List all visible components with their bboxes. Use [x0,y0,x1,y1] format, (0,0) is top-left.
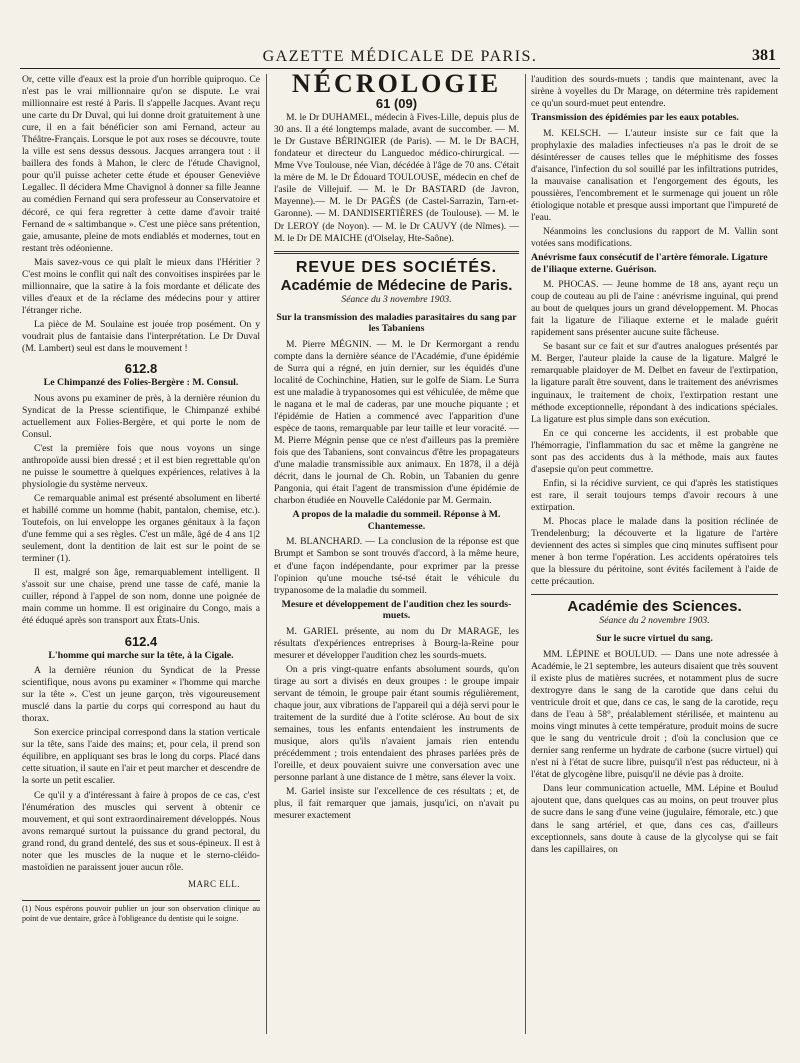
session-date: Séance du 2 novembre 1903. [599,615,710,627]
paragraph: Se basant sur ce fait et sur d'autres analogues présentés par M. Berger, l'auteur plaide la cause de la ligature. Malgré le remarquable plaidoyer de M. Delbet en faveur de l'extirpation, la ligature paraît être souvent, dans le traitement des anévrismes inguinaux, le traitement de choix, l'extirpation restant une méthode exceptionnelle, répondant à des indications spéciales. La ligature est plus simple dans son exécution. [531,341,778,425]
journal-title: GAZETTE MÉDICALE DE PARIS. [262,48,538,65]
divider [274,251,519,254]
article-heading: Le Chimpanzé des Folies-Bergère : M. Consul. [43,377,239,389]
paragraph: Néanmoins les conclusions du rapport de M. Vallin sont votées sans modifications. [531,226,778,250]
paragraph: l'audition des sourds-muets ; tandis que maintenant, avec la sirène à voyelles du Dr Marage, on détermine très rapidement ce qu'un sourd-muet peut entendre. [531,74,778,110]
paragraph: La pièce de M. Soulaine est jouée trop posément. On y voudrait plus de fantaisie dans l'interprétation. Le Dr Duval (M. Lambert) seul est dans le mouvement ! [22,318,260,355]
section-title-revue: REVUE DES SOCIÉTÉS. [295,258,498,276]
paragraph: M. Phocas place le malade dans la position réclinée de Trendelenburg; la découverte et la ligature de l'artère deviennent des actes si simples que cinq minutes suffisent pour mener à bon terme l'opération. Les accidents opératoires tels que la blessure du péritoine, sont évités facilement à l'aide de cette précaution. [531,516,778,588]
article-heading: Anévrisme faux consécutif de l'artère fémorale. Ligature de l'iliaque externe. Guérison. [531,252,768,275]
academy-title: Académie de Médecine de Paris. [280,276,513,294]
page-number: 381 [752,47,776,64]
paragraph: MM. LÉPINE et BOULUD. — Dans une note adressée à Académie, le 21 septembre, les auteurs disaient que très souvent il existe plus de matières sucrées, et notamment plus de sucre dextrogyre dans le sang de la carotide que dans celui du ventricule droit et que, dans ce cas, le sang de la carotide, reçu dans de l'eau à 58°, préalablement stérilisée, et maintenu au moins vingt minutes à cette température, produit moins de sucre que le sang du ventricule droit ; d'où la conclusion que ce dernier sang renferme un hydrate de carbone (sucre virtuel) qui n'est ni à l'état de sucre libre, puisqu'il n'est pas réducteur, ni à l'état de glycogène libre, puisqu'il ne dévie pas à droite. [531,648,778,781]
paragraph: Ce qu'il y a d'intéressant à faire à propos de ce cas, c'est l'énumération des muscles qui servent à obtenir ce mouvement, et qui sont extraordinairement développés. Nous avons remarqué surtout la puissance du grand pectoral, du grand rond, du grand dentelé, des sus et sous-épineux. Il est à noter que les muscles de la nuque et le sterno-cléido-mastoïdien ne paraissent jouer aucun rôle. [22,789,260,873]
divider [531,594,778,595]
academy-title: Académie des Sciences. [567,598,742,616]
paragraph: M. GARIEL présente, au nom du Dr MARAGE, les résultats d'expériences entreprises à Bourg-la-Reine pour mesurer et développer l'audition chez les sourds-muets. [274,625,519,661]
column-1 [22,74,260,923]
article-heading: Sur le sucre virtuel du sang. [596,633,713,645]
paragraph: On a pris vingt-quatre enfants absolument sourds, qu'on tirage au sort a divisés en deux groupes : le groupe impair servant de témoin, le groupe pair étant soumis régulièrement, chaque jour, aux vibrations de l'appareil qui a déjà servi pour le traitement de la surdité due à l'otite sclérose. Au bout de six semaines, tous les enfants entendaient les instruments de musique, alors qu'ils n'avaient jamais rien entendu précédemment ; trois entendaient des phrases parlées près de l'oreille, et deux pouvaient suivre une conversation avec une personne parlant à une distance de 1 mètre, sans élever la voix. [274,663,519,784]
paragraph: Nous avons pu examiner de près, à la dernière réunion du Syndicat de la Presse scientifique, le Chimpanzé exhibé actuellement aux Folies-Bergère, et qui porte le nom de Consul. [22,392,260,440]
column-divider [266,74,267,1034]
paragraph: Il est, malgré son âge, remarquablement intelligent. Il s'assoit sur une chaise, prend une tasse de café, manie la cuiller, répond à l'appel de son nom, donne une poignée de main comme un homme. Il est originaire du Congo, mais a été éduqué après son transport aux États-Unis. [22,567,260,627]
paragraph: M. le Dr DUHAMEL, médecin à Fives-Lille, depuis plus de 30 ans. Il a été longtemps malade, avant de succomber. — M. le Dr Gustave BÉRINGIER (de Paris). — M. le Dr BACH, fondateur et directeur du Languedoc médico-chirurgical. — Mme Vve Toulouse, née Vian, décédée à l'âge de 70 ans. C'était la mère de M. le Dr Édouard TOULOUSE, médecin en chef de l'asile de Villejuif. — M. le Dr BASTARD (de Javron, Mayenne).— M. le Dr PAGÈS (de Castel-Sarrazin, Tarn-et-Garonne). — M. DANDISERTIÈRES (de Toulouse). — M. le Dr LEROY (de Noyon). — M. le Dr CAUVY (de Nîmes). — M. le Dr DE MAICHE (d'Olselay, Hte-Saône). [274,112,519,244]
paragraph: Son exercice principal correspond dans la station verticale sur la tête, sans l'aide des mains; et, pour cela, il prend son équilibre, en appliquant ses bras le long du corps. Placé dans cette situation, il saute en l'air et peut marcher et descendre de la sorte un petit escalier. [22,727,260,787]
paragraph: A la dernière réunion du Syndicat de la Presse scientifique, nous avons pu examiner « l'homme qui marche sur la tête ». C'est un jeune garçon, très vigoureusement musclé dans la partie du corps qui correspond au haut du thorax. [22,665,260,725]
article-heading: Transmission des épidémies par les eaux potables. [531,112,739,124]
paragraph: En ce qui concerne les accidents, il est probable que l'hémorragie, l'inflammation du sac et même la gangrène ne sont pas des accidents dus à la méthode, mais aux fautes d'asepsie qu'on peut commettre. [531,427,778,475]
paragraph: M. Pierre MÉGNIN. — M. le Dr Kermorgant a rendu compte dans la dernière séance de l'Académie, d'une épidémie de Surra qui a régné, en juin dernier, sur les équidés d'une localité de Cochinchine, Hatien, sur le golfe de Siam. Le Surra est une maladie à trypanosomes qui est véhiculée, de même que le nagana et le mal de caderas, par une mouche piquante ; et l'épidémie de Hatien a commencé avec l'apparition d'une espèce de taons, remarquable par leur taille et leur voracité. — M. Pierre Mégnin pense que ce n'est d'ailleurs pas la première fois que des Tabaniens, sont convaincus d'être les propagateurs d'une maladie transmissible aux animaux. En 1878, il a déjà décrit, dans le journal de Ch. Robin, un Tabanien du genre Pangonia, qui était l'agent de transmission d'une épidémie de charbon étudiée en Nouvelle Calédonie par M. Germain. [274,338,519,507]
page-header [20,44,780,69]
paragraph: M. BLANCHARD. — La conclusion de la réponse est que Brumpt et Sambon se sont trouvés d'accord, à la même heure, et d'une façon indépendante, pour exprimer par la presse l'opinion qu'une mouche tsé-tsé était le véhicule du trypanosome de la maladie du sommeil. [274,536,519,596]
paragraph: Ce remarquable animal est présenté absolument en liberté et habillé comme un homme (habit, pantalon, chemise, etc.). Toutefois, on lui enveloppe les organes génitaux à la façon d'une femme qui a ses règles. C'est un mâle, âgé de 4 ans 1|2 seulement, dont la dentition de lait est sur le point de se terminer (1). [22,493,260,565]
column-divider [525,74,526,1034]
paragraph: Or, cette ville d'eaux est la proie d'un horrible quiproquo. Ce n'est pas le vrai millionnaire qu'on se dispute. Le vrai millionnaire est resté à Paris. Il s'appelle Jacques. Avant reçu une carte du Dr Duval, qui lui donne droit gratuitement à une cure, il en a fait bénéficier son ami Fernand, acteur au Théâtre-Français. Lorsque le pot aux roses se découvre, toute la ville est sens dessus dessous. Jacques arrangera tout : il baillera des fonds à Mahon, le clerc de l'étude Chavignol, pour qu'il puisse acheter cette étude et épouser Geneviève Legallec. Il décidera Mme Chavignol à donner sa fille Jeanne au comédien Fernand qui sera professeur au Conservatoire et décoré, ce qui fera regretter à cette dame d'avoir traité Fernand de « saltimbanque ». C'est une pièce sans prétention, gaie, amusante, pleine de mots endiablés et modernes, tout en restant très odéonienne. [22,74,260,254]
article-heading: Sur la transmission des maladies parasitaires du sang par les Tabaniens [276,311,517,335]
section-number: 612.4 [124,633,158,649]
session-date: Séance du 3 novembre 1903. [341,293,452,305]
paragraph: M. Gariel insiste sur l'excellence de ces résultats ; et, de plus, il fait remarquer que jamais, jusqu'ici, on n'avait pu mesurer exactement [274,786,519,822]
paragraph: M. PHOCAS. — Jeune homme de 18 ans, ayant reçu un coup de couteau au pli de l'aine : anévrisme inguinal, qui prend au bout de quelques jours un grand développement. M. Phocas fait la ligature de l'iliaque externe et le malade guérit rapidement sans présenter aucune suite fâcheuse. [531,279,778,339]
column-2 [274,69,519,824]
column-3 [531,74,778,858]
footnote: (1) Nous espérons pouvoir publier un jour son observation clinique au point de vue dentaire, grâce à l'obligeance du dentiste qui le soigne. [22,900,260,923]
author-signature: MARC ELL. [187,878,240,889]
paragraph: Enfin, si la récidive survient, ce qui d'après les statistiques est rare, il serait toujours temps d'avoir recours à une extirpation. [531,477,778,513]
paragraph: C'est la première fois que nous voyons un singe anthropoïde aussi bien dressé ; et il est bien regrettable qu'on ne puisse le soumettre à quelques expériences, relatives à la physiologie du système nerveux. [22,442,260,490]
section-number: 612.8 [124,361,158,377]
paragraph: Dans leur communication actuelle, MM. Lépine et Boulud ajoutent que, dans quelques cas au moins, on peut trouver plus de sucre dans le sang d'une veine (jugulaire, fémorale, etc.) que dans le sang artériel, et que, dans ces cas, d'ailleurs exceptionnels, sans doute à cause de la glycolyse qui se fait dans les capillaires, on [531,783,778,855]
section-title-necrologie: NÉCROLOGIE [291,69,502,98]
section-number: 61 (09) [375,96,418,112]
paragraph: M. KELSCH. — L'auteur insiste sur ce fait que la prophylaxie des maladies infectieuses n'a pas le droit de se désintéresser de causes telles que le méphitisme des fosses d'aisance, l'infection du sol souillé par les infiltrations putrides, la mauvaise canalisation et l'engorgement des égouts, les poussières, l'encombrement et le surmenage qui jouent un rôle étiologique notable et presque aussi important que l'impureté de l'eau. [531,127,778,223]
article-heading: A propos de la maladie du sommeil. Réponse à M. Chantemesse. [292,509,501,532]
article-heading: L'homme qui marche sur la tête, à la Cigale. [48,649,234,661]
article-heading: Mesure et développement de l'audition chez les sourds-muets. [281,598,512,622]
paragraph: Mais savez-vous ce qui plaît le mieux dans l'Héritier ? C'est moins le conflit qui naît des convoitises inspirées par le millionnaire, que la satire à la fois mordante et délicate des villes d'eaux et de la réclame des médecins pour y attirer l'étranger riche. [22,256,260,316]
